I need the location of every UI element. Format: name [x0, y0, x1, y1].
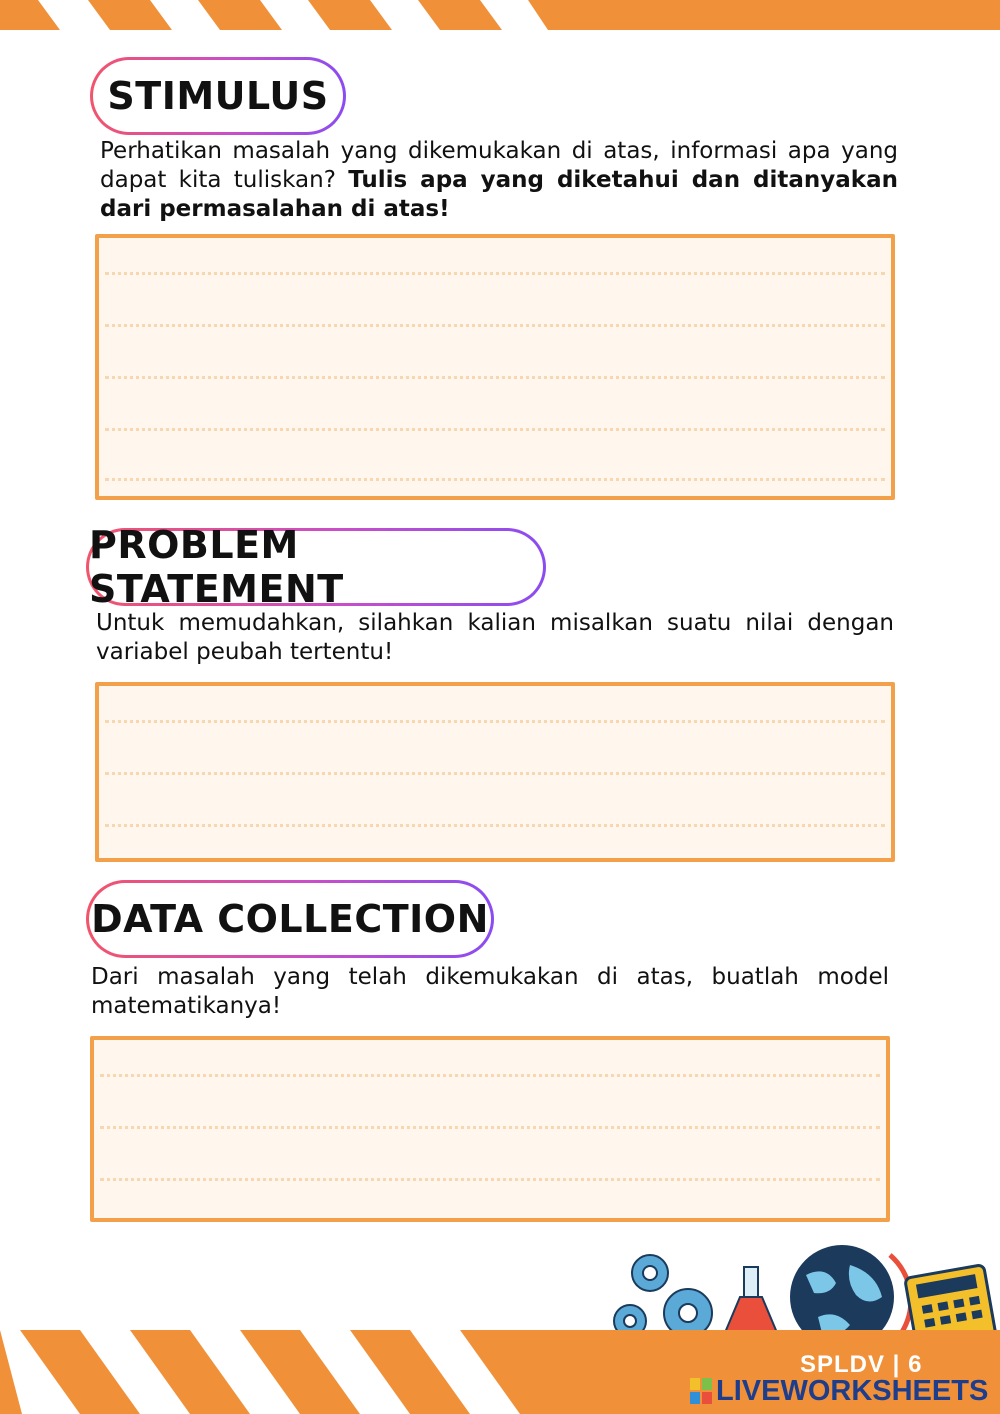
- answer-box-data-collection[interactable]: [90, 1036, 890, 1222]
- section-title-pill: [90, 57, 346, 135]
- section-title: STIMULUS: [93, 60, 343, 132]
- globe-icon: [790, 1245, 911, 1335]
- liveworksheets-logo-icon: [690, 1378, 712, 1404]
- instruction-text: Dari masalah yang telah dikemukakan di atas, buatlah model matematikanya!: [91, 964, 889, 1019]
- answer-input-data-collection[interactable]: [94, 1040, 886, 1218]
- calculator-icon: [905, 1265, 996, 1335]
- gear-icon: [614, 1255, 712, 1335]
- section-title-pill: [86, 880, 494, 958]
- flask-icon: [724, 1267, 778, 1335]
- top-stripe-band: [0, 0, 1000, 30]
- science-illustration: [600, 1235, 1000, 1335]
- instruction-text: Perhatikan masalah yang dikemukakan di atas, informasi apa yang dapat kita tuliskan?: [100, 138, 898, 193]
- section-instruction: [91, 963, 889, 1021]
- liveworksheets-brand[interactable]: [690, 1375, 988, 1407]
- answer-input-problem-statement[interactable]: [99, 686, 891, 858]
- section-title: DATA COLLECTION: [89, 883, 491, 955]
- answer-input-stimulus[interactable]: [99, 238, 891, 496]
- answer-box-stimulus[interactable]: [95, 234, 895, 500]
- section-title: PROBLEM STATEMENT: [89, 531, 543, 603]
- section-instruction: [100, 137, 898, 224]
- section-title-pill: [86, 523, 546, 611]
- liveworksheets-brand-text: LIVEWORKSHEETS: [716, 1374, 989, 1407]
- answer-box-problem-statement[interactable]: [95, 682, 895, 862]
- page-footer-label: SPLDV | 6: [800, 1351, 923, 1378]
- section-instruction: [96, 609, 894, 667]
- instruction-bold-text: Tulis apa yang diketahui dan ditanyakan dari permasalahan di atas!: [100, 167, 898, 222]
- instruction-text: Untuk memudahkan, silahkan kalian misalkan suatu nilai dengan variabel peubah tertentu!: [96, 610, 894, 665]
